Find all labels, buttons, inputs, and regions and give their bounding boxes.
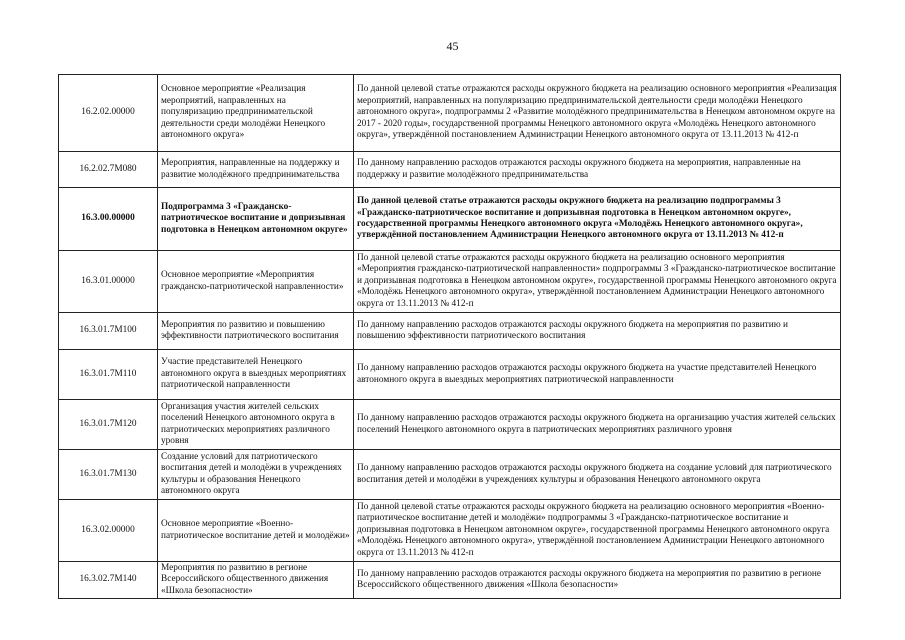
row-name: Основное мероприятие «Военно-патриотическое воспитание детей и молодёжи» bbox=[158, 500, 354, 562]
table-row bbox=[59, 152, 841, 188]
page-number: 45 bbox=[446, 39, 459, 53]
budget-classification-table bbox=[58, 74, 841, 599]
row-description: По данному направлению расходов отражаются расходы окружного бюджета на создание условий для патриотического воспитания детей и молодёжи в учреждениях культуры и образования Ненецкого автономного округа bbox=[354, 450, 841, 500]
table-row bbox=[59, 313, 841, 350]
row-code: 16.3.02.00000 bbox=[59, 500, 158, 562]
row-name: Основное мероприятие «Реализация мероприятий, направленных на популяризацию предпринимательской деятельности среди молодёжи Ненецкого автономного округа» bbox=[158, 75, 354, 152]
row-name: Мероприятия по развитию и повышению эффективности патриотического воспитания bbox=[158, 313, 354, 350]
row-description: По данному направлению расходов отражаются расходы окружного бюджета на мероприятия по развитию в регионе Всероссийского общественного движения «Школа безопасности» bbox=[354, 562, 841, 599]
row-name: Основное мероприятие «Мероприятия гражданско-патриотической направленности» bbox=[158, 251, 354, 313]
row-code: 16.3.01.7М100 bbox=[59, 313, 158, 350]
row-code: 16.2.02.00000 bbox=[59, 75, 158, 152]
row-description: По данному направлению расходов отражаются расходы окружного бюджета на организацию участия жителей сельских поселений Ненецкого автономного округа в патриотических мероприятиях различного уровня bbox=[354, 400, 841, 450]
row-description: По данному направлению расходов отражаются расходы окружного бюджета на мероприятия, направленные на поддержку и развитие молодёжного предпринимательства bbox=[354, 152, 841, 188]
table-row bbox=[59, 450, 841, 500]
row-description: По данной целевой статье отражаются расходы окружного бюджета на реализацию основного мероприятия «Реализация мероприятий, направленных на популяризацию предпринимательской деятельности среди молодёжи Ненецкого автономного округа», подпрограммы 2 «Развитие молодёжного предпринимательства в Ненецком автономном округе на 2017 - 2020 годы», государственной программы Ненецкого автономного округа «Молодёжь Ненецкого автономного округа», утверждённой постановлением Администрации Ненецкого автономного округа от 13.11.2013 № 412-п bbox=[354, 75, 841, 152]
row-name: Участие представителей Ненецкого автономного округа в выездных мероприятиях патриотической направленности bbox=[158, 350, 354, 400]
table-row bbox=[59, 500, 841, 562]
row-name: Мероприятия по развитию в регионе Всероссийского общественного движения «Школа безопасности» bbox=[158, 562, 354, 599]
row-code: 16.3.02.7М140 bbox=[59, 562, 158, 599]
row-code: 16.2.02.7М080 bbox=[59, 152, 158, 188]
table-row bbox=[59, 75, 841, 152]
row-code: 16.3.01.00000 bbox=[59, 251, 158, 313]
row-name: Мероприятия, направленные на поддержку и развитие молодёжного предпринимательства bbox=[158, 152, 354, 188]
row-code: 16.3.01.7М110 bbox=[59, 350, 158, 400]
table-row bbox=[59, 562, 841, 599]
row-code: 16.3.01.7М120 bbox=[59, 400, 158, 450]
row-code: 16.3.00.00000 bbox=[59, 188, 158, 251]
row-name: Организация участия жителей сельских поселений Ненецкого автономного округа в патриотических мероприятиях различного уровня bbox=[158, 400, 354, 450]
row-name: Подпрограмма 3 «Гражданско-патриотическое воспитание и допризывная подготовка в Ненецком автономном округе» bbox=[158, 188, 354, 251]
row-code: 16.3.01.7М130 bbox=[59, 450, 158, 500]
table-row bbox=[59, 350, 841, 400]
table-row bbox=[59, 188, 841, 251]
row-description: По данному направлению расходов отражаются расходы окружного бюджета на участие представителей Ненецкого автономного округа в выездных мероприятиях патриотической направленности bbox=[354, 350, 841, 400]
row-name: Создание условий для патриотического воспитания детей и молодёжи в учреждениях культуры и образования Ненецкого автономного округа bbox=[158, 450, 354, 500]
table-row bbox=[59, 400, 841, 450]
row-description: По данной целевой статье отражаются расходы окружного бюджета на реализацию подпрограммы 3 «Гражданско-патриотическое воспитание и допризывная подготовка в Ненецком автономном округе», государственной программы Ненецкого автономного округа «Молодёжь Ненецкого автономного округа», утверждённой постановлением Администрации Ненецкого автономного округа от 13.11.2013 № 412-п bbox=[354, 188, 841, 251]
row-description: По данной целевой статье отражаются расходы окружного бюджета на реализацию основного мероприятия «Военно-патриотическое воспитание детей и молодёжи» подпрограммы 3 «Гражданско-патриотическое воспитание и допризывная подготовка в Ненецком автономном округе», государственной программы Ненецкого автономного округа «Молодёжь Ненецкого автономного округа», утверждённой постановлением Администрации Ненецкого автономного округа от 13.11.2013 № 412-п bbox=[354, 500, 841, 562]
table-row bbox=[59, 251, 841, 313]
row-description: По данной целевой статье отражаются расходы окружного бюджета на реализацию основного мероприятия «Мероприятия гражданско-патриотической направленности» подпрограммы 3 «Гражданско-патриотическое воспитание и допризывная подготовка в Ненецком автономном округе», государственной программы Ненецкого автономного округа «Молодёжь Ненецкого автономного округа», утверждённой постановлением Администрации Ненецкого автономного округа от 13.11.2013 № 412-п bbox=[354, 251, 841, 313]
row-description: По данному направлению расходов отражаются расходы окружного бюджета на мероприятия по развитию и повышению эффективности патриотического воспитания bbox=[354, 313, 841, 350]
